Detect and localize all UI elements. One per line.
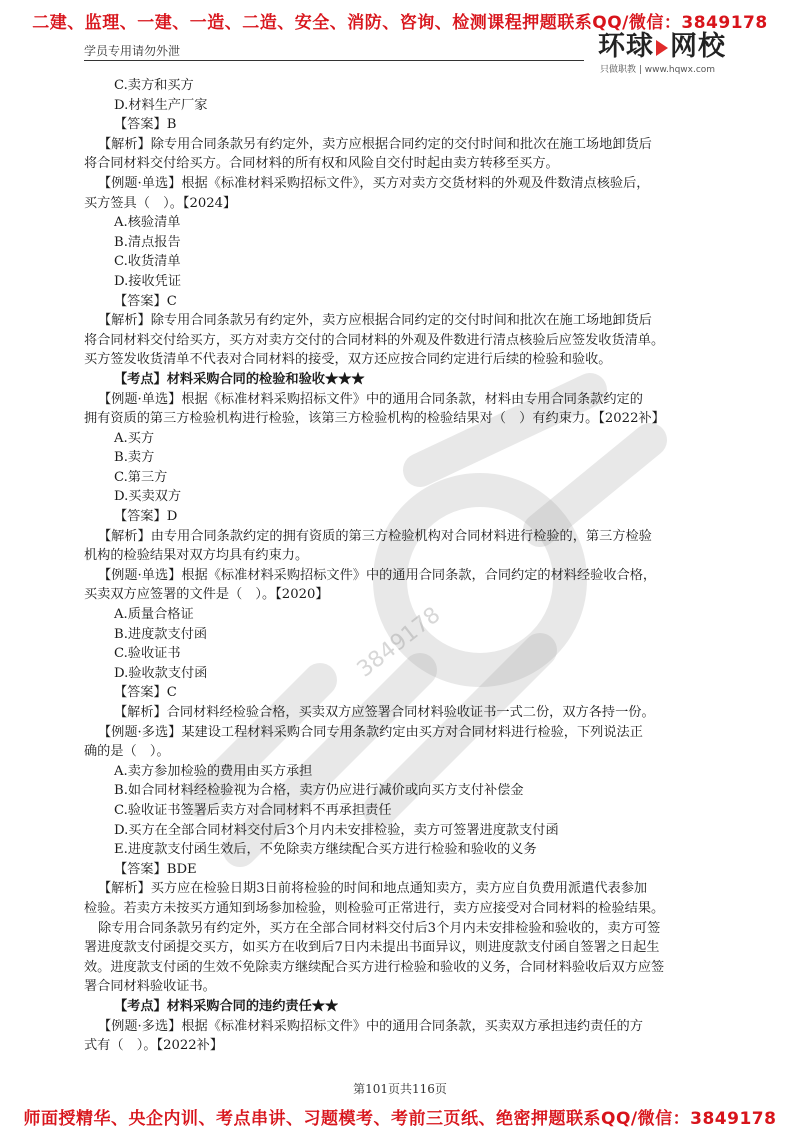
- logo-text: [598, 32, 748, 62]
- option-line: D.买卖双方: [114, 489, 182, 505]
- option-line: E.进度款支付函生效后，不免除卖方继续配合买方进行检验和验收的义务: [114, 842, 537, 858]
- bottom-banner: 师面授精华、央企内训、考点串讲、习题模考、考前三页纸、绝密押题联系QQ/微信：3849178: [23, 1109, 777, 1129]
- header-note: 学员专用请勿外泄: [84, 44, 181, 58]
- text-line: 【答案】C: [114, 685, 177, 701]
- option-line: A.卖方参加检验的费用由买方承担: [114, 763, 313, 779]
- text-line: 【答案】C: [114, 293, 177, 309]
- top-banner: 二建、监理、一建、一造、二造、安全、消防、咨询、检测课程押题联系QQ/微信：3849178: [32, 13, 768, 33]
- text-line: 署进度款支付函提交买方，如买方在收到后7日内未提出书面异议，则进度款支付函自签署之日起生: [84, 940, 660, 956]
- option-line: C.验收证书: [114, 646, 181, 662]
- text-line: 买方签发收货清单不代表对合同材料的接受，双方还应按合同约定进行后续的检验和验收。: [84, 352, 612, 368]
- text-line: 将合同材料交付给买方，买方对卖方交付的合同材料的外观及件数进行清点核验后应签发收货清单。: [84, 332, 665, 348]
- logo-subtitle: 只做职教 | www.hqwx.com: [600, 65, 716, 75]
- text-line: 【例题·单选】根据《标准材料采购招标文件》中的通用合同条款，合同约定的材料经验收合格，: [98, 567, 657, 583]
- text-line: 【解析】合同材料经检验合格，买卖双方应签署合同材料验收证书一式二份，双方各持一份。: [114, 705, 655, 720]
- option-line: B.清点报告: [114, 234, 181, 250]
- document-body: [84, 76, 726, 1056]
- text-line: 【解析】买方应在检验日期3日前将检验的时间和地点通知卖方，卖方应自负费用派遣代表参加: [98, 881, 648, 897]
- option-line: C.验收证书签署后卖方对合同材料不再承担责任: [114, 802, 392, 818]
- text-line: 【解析】由专用合同条款约定的拥有资质的第三方检验机构对合同材料进行检验的，第三方检验: [98, 528, 652, 544]
- text-line: 式有（ ）。【2022补】: [84, 1038, 224, 1054]
- option-line: D.验收款支付函: [114, 665, 208, 681]
- header-divider: [84, 60, 584, 61]
- text-line: 【解析】除专用合同条款另有约定外，卖方应根据合同约定的交付时间和批次在施工场地卸货后: [98, 136, 652, 152]
- text-line: 【例题·多选】某建设工程材料采购合同专用条款约定由买方对合同材料进行检验，下列说法正: [98, 724, 643, 740]
- text-line: 【答案】BDE: [114, 861, 197, 877]
- text-line: 确的是（ ）。: [84, 744, 170, 760]
- option-line: C.卖方和买方: [114, 78, 194, 93]
- text-line: 买方签具（ ）。【2024】: [84, 195, 237, 211]
- option-line: C.收货清单: [114, 254, 181, 270]
- text-line: 机构的检验结果对双方均具有约束力。: [84, 548, 309, 564]
- text-line: 检验。若卖方未按买方通知到场参加检验，则检验可正常进行，卖方应接受对合同材料的检验结果。: [84, 900, 665, 916]
- text-line: 【例题·多选】根据《标准材料采购招标文件》中的通用合同条款，买卖双方承担违约责任的方: [98, 1018, 643, 1034]
- logo: [598, 32, 748, 78]
- option-line: D.接收凭证: [114, 273, 182, 289]
- text-line: 效。进度款支付函的生效不免除卖方继续配合买方进行检验和验收的义务，合同材料验收后双方应签: [84, 959, 665, 975]
- logo-text-right: 网校: [670, 31, 726, 62]
- option-line: A.核验清单: [114, 215, 181, 231]
- text-line: 除专用合同条款另有约定外，买方在全部合同材料交付后3个月内未安排检验和验收的，卖方可签: [98, 920, 661, 936]
- option-line: B.卖方: [114, 450, 155, 466]
- option-line: A.质量合格证: [114, 607, 194, 623]
- option-line: A.买方: [114, 430, 155, 446]
- watermark-number: 3849178: [352, 602, 446, 683]
- text-line: 【答案】D: [114, 509, 178, 525]
- text-line: 署合同材料验收证书。: [84, 979, 216, 995]
- text-line: 将合同材料交付给买方。合同材料的所有权和风险自交付时起由卖方转移至买方。: [84, 156, 559, 172]
- key-point-heading: 【考点】材料采购合同的检验和验收★★★: [114, 371, 365, 387]
- option-line: D.材料生产厂家: [114, 97, 208, 113]
- option-line: B.进度款支付函: [114, 626, 208, 642]
- text-line: 【答案】B: [114, 117, 177, 133]
- key-point-heading: 【考点】材料采购合同的违约责任★★: [114, 998, 339, 1014]
- text-line: 买卖双方应签署的文件是（ ）。【2020】: [84, 587, 329, 603]
- text-line: 【例题·单选】根据《标准材料采购招标文件》，买方对卖方交货材料的外观及件数清点核验后，: [98, 175, 650, 191]
- option-line: B.如合同材料经检验视为合格，卖方仍应进行减价或向买方支付补偿金: [114, 783, 524, 799]
- play-icon: [656, 40, 668, 56]
- text-line: 【例题·单选】根据《标准材料采购招标文件》中的通用合同条款，材料由专用合同条款约定的: [98, 391, 643, 407]
- text-line: 【解析】除专用合同条款另有约定外，卖方应根据合同约定的交付时间和批次在施工场地卸货后: [98, 313, 652, 329]
- page-number: 第101页共116页: [353, 1082, 447, 1096]
- text-line: 拥有资质的第三方检验机构进行检验，该第三方检验机构的检验结果对（ ）有约束力。【2022补】: [84, 411, 665, 427]
- option-line: D.买方在全部合同材料交付后3个月内未安排检验，卖方可签署进度款支付函: [114, 822, 559, 838]
- option-line: C.第三方: [114, 469, 168, 485]
- logo-text-left: 环球: [598, 31, 654, 62]
